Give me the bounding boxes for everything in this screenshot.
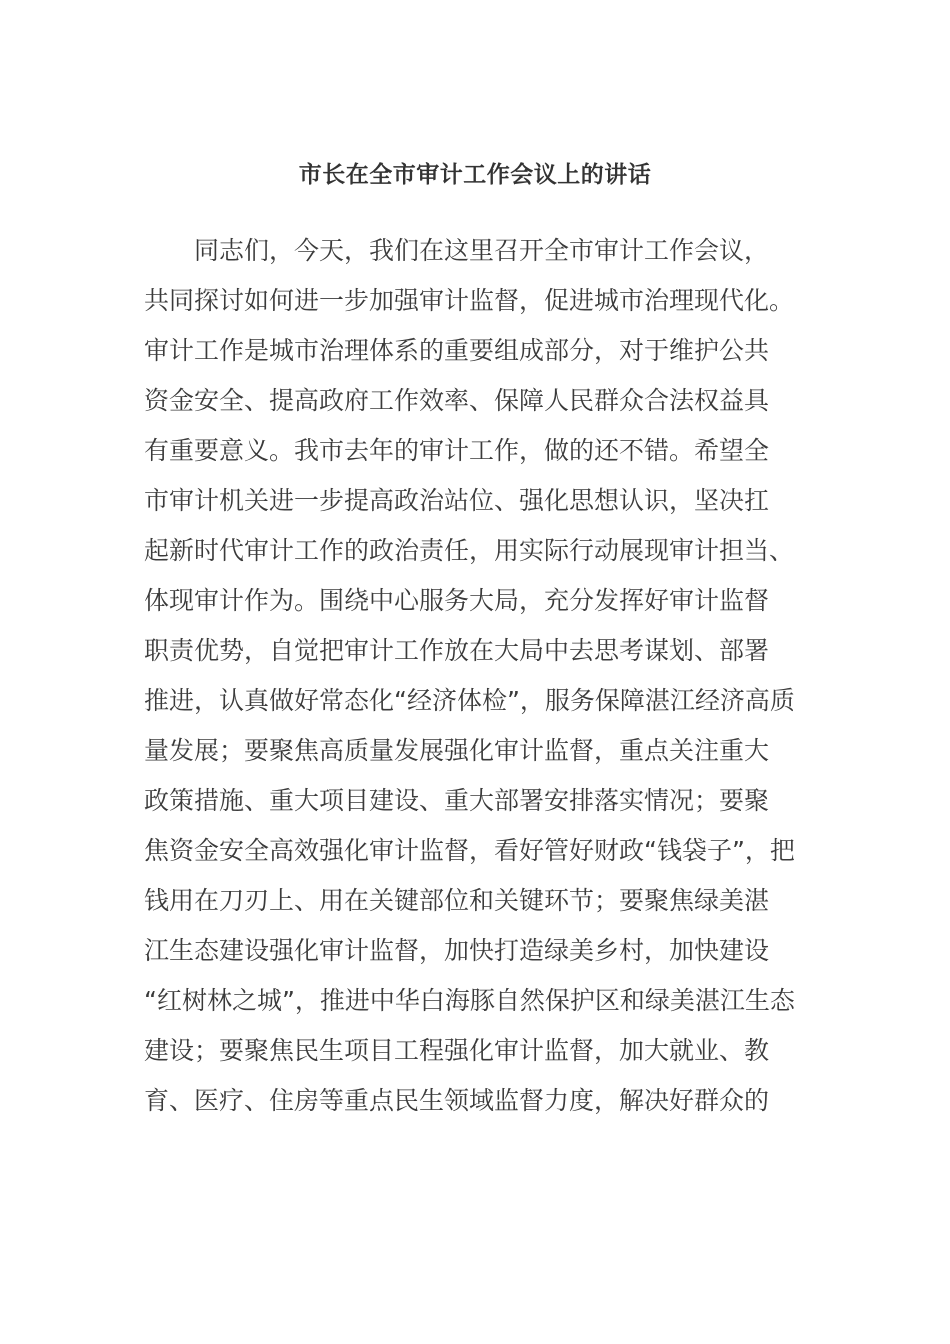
- paragraph-line: 钱用在刀刃上、用在关键部位和关键环节；要聚焦绿美湛: [144, 886, 770, 915]
- paragraph-line: 量发展；要聚焦高质量发展强化审计监督，重点关注重大: [144, 736, 770, 765]
- paragraph-line: 审计工作是城市治理体系的重要组成部分，对于维护公共: [144, 336, 770, 365]
- paragraph-line: 体现审计作为。围绕中心服务大局，充分发挥好审计监督: [144, 586, 770, 615]
- paragraph-line: 政策措施、重大项目建设、重大部署安排落实情况；要聚: [144, 786, 770, 815]
- paragraph-line: 起新时代审计工作的政治责任，用实际行动展现审计担当、: [144, 536, 795, 565]
- paragraph-line: 有重要意义。我市去年的审计工作，做的还不错。希望全: [144, 436, 770, 465]
- paragraph-line: 共同探讨如何进一步加强审计监督，促进城市治理现代化。: [144, 286, 795, 315]
- paragraph-line: 江生态建设强化审计监督，加快打造绿美乡村，加快建设: [144, 936, 770, 965]
- paragraph-line: 推进，认真做好常态化“经济体检”，服务保障湛江经济高质: [144, 686, 795, 715]
- paragraph-line: 育、医疗、住房等重点民生领域监督力度，解决好群众的: [144, 1086, 770, 1115]
- document-title: 市长在全市审计工作会议上的讲话: [298, 162, 652, 188]
- paragraph-line: 焦资金安全高效强化审计监督，看好管好财政“钱袋子”，把: [144, 836, 795, 865]
- paragraph-line: 市审计机关进一步提高政治站位、强化思想认识，坚决扛: [144, 486, 770, 515]
- paragraph-line: 同志们，今天，我们在这里召开全市审计工作会议，: [194, 236, 770, 265]
- paragraph-line: 建设；要聚焦民生项目工程强化审计监督，加大就业、教: [144, 1036, 770, 1065]
- document-body: [144, 230, 824, 1130]
- paragraph-line: 资金安全、提高政府工作效率、保障人民群众合法权益具: [144, 386, 770, 415]
- paragraph-line: 职责优势，自觉把审计工作放在大局中去思考谋划、部署: [144, 636, 770, 665]
- paragraph-line: “红树林之城”，推进中华白海豚自然保护区和绿美湛江生态: [144, 986, 795, 1015]
